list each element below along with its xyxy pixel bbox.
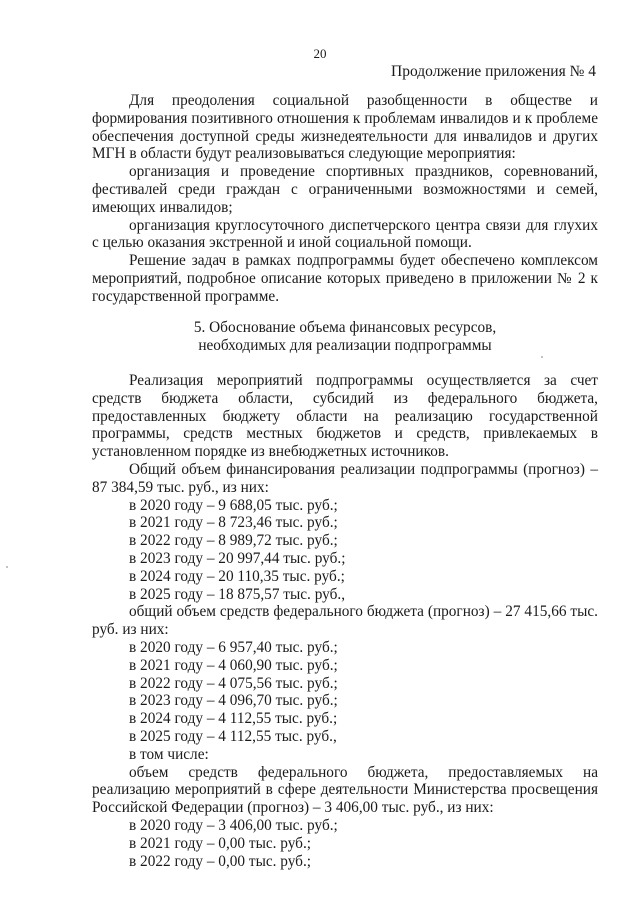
finance-paragraph: Реализация мероприятий подпрограммы осуществляется за счет средств бюджета области, субсидий из федерального бюджета, предоставленных бюджету области на реализацию государственной программы, средств местных бюджетов и средств, привлекаемых в установленном порядке из внебюджетных источников. [92, 372, 598, 461]
list-item: в 2025 году – 4 112,55 тыс. руб., [129, 727, 337, 745]
intro-paragraph-3: организация круглосуточного диспетчерского центра связи для глухих с целью оказания экстренной и иной социальной помощи. [92, 216, 598, 252]
scan-speck [6, 566, 8, 568]
scan-speck [541, 356, 543, 358]
section-heading-line-1: 5. Обоснование объема финансовых ресурсов, [193, 319, 497, 336]
total-funding-paragraph: Общий объем финансирования реализации подпрограммы (прогноз) – 87 384,59 тыс. руб., из них: [92, 460, 598, 496]
list-item: в 2022 году – 4 075,56 тыс. руб.; [129, 674, 338, 692]
list-item: в 2025 году – 18 875,57 тыс. руб., [129, 585, 346, 603]
total-years-list [92, 497, 598, 604]
list-item: в 2023 году – 20 997,44 тыс. руб.; [129, 549, 346, 567]
list-item: в 2024 году – 4 112,55 тыс. руб.; [129, 710, 338, 728]
federal-funding-paragraph: общий объем средств федерального бюджета (прогноз) – 27 415,66 тыс. руб. из них: [92, 603, 598, 639]
section-heading-line-2: необходимых для реализации подпрограммы [198, 337, 492, 354]
list-item: в 2021 году – 8 723,46 тыс. руб.; [129, 514, 338, 532]
intro-paragraph-1: Для преодоления социальной разобщенности в обществе и формирования позитивного отношения к проблемам инвалидов и к проблеме обеспечения доступной среды жизнедеятельности для инвалидов и других МГН в области будут реализовываться следующие мероприятия: [92, 92, 598, 163]
section-heading [92, 319, 598, 355]
list-item: в 2023 году – 4 096,70 тыс. руб.; [129, 692, 338, 710]
ministry-funding-paragraph: объем средств федерального бюджета, предоставляемых на реализацию мероприятий в сфере деятельности Министерства просвещения Российской Федерации (прогноз) – 3 406,00 тыс. руб., из них: [92, 763, 598, 817]
finance-block [92, 372, 598, 870]
ministry-years-list [92, 817, 598, 870]
list-item: в 2024 году – 20 110,35 тыс. руб.; [129, 567, 345, 585]
page-number: 20 [313, 46, 327, 61]
list-item: в 2021 году – 4 060,90 тыс. руб.; [129, 656, 338, 674]
list-item: в 2021 году – 0,00 тыс. руб.; [129, 834, 312, 852]
list-item: в 2020 году – 3 406,00 тыс. руб.; [129, 816, 338, 834]
intro-paragraph-2: организация и проведение спортивных праздников, соревнований, фестивалей среди граждан с ограниченными возможностями и семей, имеющих инвалидов; [92, 163, 598, 216]
list-item: в 2022 году – 8 989,72 тыс. руб.; [129, 532, 338, 550]
annex-title: Продолжение приложения № 4 [391, 63, 596, 80]
list-item: в 2020 году – 9 688,05 тыс. руб.; [129, 496, 338, 514]
list-item: в 2022 году – 0,00 тыс. руб.; [129, 852, 312, 870]
intro-paragraph-4: Решение задач в рамках подпрограммы будет обеспечено комплексом мероприятий, подробное описание которых приведено в приложении № 2 к государственной программе. [92, 252, 598, 305]
intro-block [92, 92, 598, 306]
including-label: в том числе: [129, 745, 209, 763]
federal-years-list [92, 639, 598, 746]
list-item: в 2020 году – 6 957,40 тыс. руб.; [129, 638, 338, 656]
